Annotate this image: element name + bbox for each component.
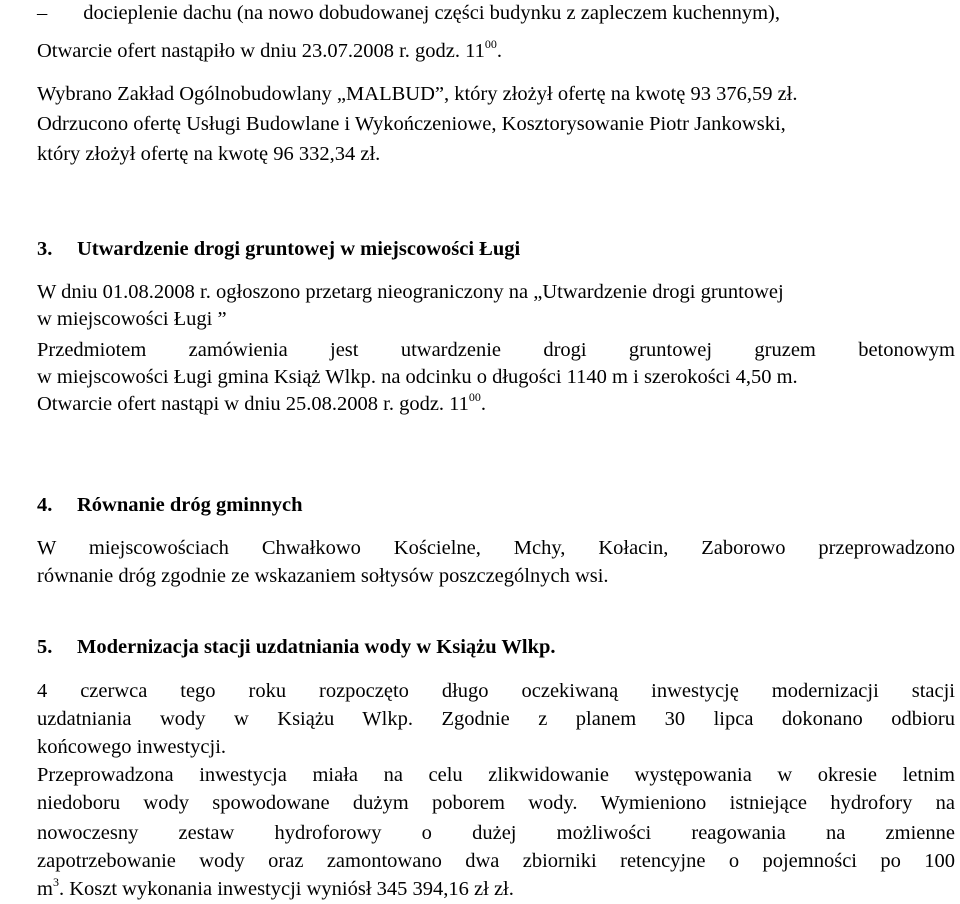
section-4-number: 4.: [37, 494, 53, 516]
offer-opening-line: [37, 38, 502, 64]
section-4-title: Równanie dróg gminnych: [77, 494, 303, 516]
section-3-opening-sup: 00: [468, 390, 481, 404]
section-3-opening-end: .: [480, 393, 487, 415]
section-3-para-1: W dniu 01.08.2008 r. ogłoszono przetarg nieograniczony na „Utwardzenie drogi gruntowej: [37, 281, 784, 303]
offer-opening-end: .: [496, 40, 502, 62]
section-5-cubic-sup: 3: [52, 875, 59, 889]
bullet-text: docieplenie dachu (na nowo dobudowanej części budynku z zapleczem kuchennym),: [83, 2, 780, 24]
section-5-para-5: niedoboru wody spowodowane dużym poborem wody. Wymieniono istniejące hydrofory na: [37, 792, 955, 814]
selected-offer-line: Wybrano Zakład Ogólnobudowlany „MALBUD”, który złożył ofertę na kwotę 93 376,59 zł.: [37, 83, 798, 105]
section-3-para-2: w miejscowości Ługi ”: [37, 308, 227, 330]
section-3-para-3: Przedmiotem zamówienia jest utwardzenie drogi gruntowej gruzem betonowym: [37, 339, 955, 361]
bullet-dash: –: [37, 2, 48, 24]
section-3-para-5: [37, 391, 486, 417]
section-5-para-4: Przeprowadzona inwestycja miała na celu zlikwidowanie występowania w okresie letnim: [37, 764, 955, 786]
section-3-title: Utwardzenie drogi gruntowej w miejscowości Ługi: [77, 238, 521, 260]
section-5-heading: [37, 634, 556, 660]
section-5-para-6: nowoczesny zestaw hydroforowy o dużej możliwości reagowania na zmienne: [37, 822, 955, 844]
offer-opening-text: Otwarcie ofert nastąpiło w dniu 23.07.2008 r. godz. 11: [37, 40, 485, 62]
section-3-number: 3.: [37, 238, 53, 260]
section-4-para-2: równanie dróg zgodnie ze wskazaniem sołtysów poszczególnych wsi.: [37, 565, 609, 587]
section-5-para-8: [37, 876, 514, 902]
section-3-para-4: w miejscowości Ługi gmina Książ Wlkp. na odcinku o długości 1140 m i szerokości 4,50 m.: [37, 366, 798, 388]
section-3-opening-text: Otwarcie ofert nastąpi w dniu 25.08.2008 r. godz. 11: [37, 393, 469, 415]
bullet-line: [37, 0, 780, 26]
section-5-cubic-unit: m: [37, 878, 53, 900]
section-5-cost-text: . Koszt wykonania inwestycji wyniósł 345 394,16 zł zł.: [58, 878, 514, 900]
section-5-title: Modernizacja stacji uzdatniania wody w Książu Wlkp.: [77, 636, 556, 658]
section-4-para-1: W miejscowościach Chwałkowo Kościelne, Mchy, Kołacin, Zaborowo przeprowadzono: [37, 537, 955, 559]
rejected-offer-line-2: który złożył ofertę na kwotę 96 332,34 zł.: [37, 143, 381, 165]
section-4-heading: [37, 492, 303, 518]
rejected-offer-line-1: Odrzucono ofertę Usługi Budowlane i Wykończeniowe, Kosztorysowanie Piotr Jankowski,: [37, 113, 786, 135]
section-5-number: 5.: [37, 636, 53, 658]
section-5-para-7: zapotrzebowanie wody oraz zamontowano dwa zbiorniki retencyjne o pojemności po 100: [37, 850, 955, 872]
section-5-para-1: 4 czerwca tego roku rozpoczęto długo oczekiwaną inwestycję modernizacji stacji: [37, 680, 955, 702]
section-3-heading: [37, 236, 520, 262]
section-5-para-2: uzdatniania wody w Książu Wlkp. Zgodnie z planem 30 lipca dokonano odbioru: [37, 708, 955, 730]
section-5-para-3: końcowego inwestycji.: [37, 736, 227, 758]
offer-opening-sup: 00: [484, 37, 497, 51]
